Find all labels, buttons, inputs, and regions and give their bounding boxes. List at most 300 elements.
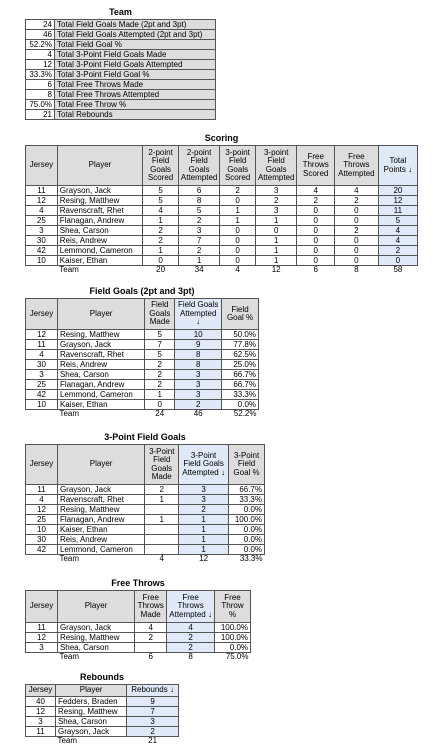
rebounds-section bbox=[25, 672, 179, 745]
team-table bbox=[25, 19, 216, 120]
stat-cell: 0 bbox=[255, 226, 296, 236]
stat-cell: 2 bbox=[167, 643, 215, 653]
jersey-cell: 42 bbox=[26, 246, 58, 256]
column-header[interactable]: 3-Point Field Goal % bbox=[229, 445, 265, 485]
three-point-title: 3-Point Field Goals bbox=[104, 432, 186, 442]
stat-cell: 2 bbox=[175, 400, 222, 410]
stat-cell: 1 bbox=[255, 216, 296, 226]
stat-cell: 2 bbox=[334, 196, 378, 206]
player-cell: Fedders, Braden bbox=[55, 697, 126, 707]
jersey-cell: 10 bbox=[26, 400, 58, 410]
team-row bbox=[26, 110, 216, 120]
field-goals-title: Field Goals (2pt and 3pt) bbox=[89, 286, 195, 296]
stat-cell: 50.0% bbox=[222, 330, 259, 340]
team-value: 46 bbox=[26, 30, 55, 40]
player-cell: Shea, Carson bbox=[57, 226, 143, 236]
stat-cell: 4 bbox=[143, 206, 179, 216]
stat-cell: 3 bbox=[179, 495, 229, 505]
column-header[interactable]: Jersey bbox=[26, 591, 58, 623]
jersey-cell: 11 bbox=[26, 340, 58, 350]
jersey-cell: 42 bbox=[26, 545, 58, 555]
team-label: Total Field Goal % bbox=[55, 40, 216, 50]
stat-cell: 77.8% bbox=[222, 340, 259, 350]
table-row bbox=[26, 400, 259, 410]
player-cell: Resing, Matthew bbox=[57, 505, 144, 515]
stat-cell: 0 bbox=[220, 236, 256, 246]
stat-cell: 7 bbox=[145, 340, 175, 350]
column-header[interactable]: Player bbox=[57, 591, 134, 623]
stat-cell: 3 bbox=[175, 370, 222, 380]
team-value: 24 bbox=[26, 20, 55, 30]
table-row bbox=[26, 340, 259, 350]
stat-cell: 2 bbox=[178, 216, 219, 226]
stat-cell: 4 bbox=[378, 236, 417, 246]
jersey-cell: 25 bbox=[26, 515, 58, 525]
column-header[interactable]: Player bbox=[57, 299, 144, 330]
total-cell: 8 bbox=[167, 653, 215, 662]
stat-cell bbox=[145, 545, 179, 555]
stat-cell: 5 bbox=[143, 186, 179, 196]
stat-cell: 0.0% bbox=[215, 643, 251, 653]
column-header[interactable]: Jersey bbox=[26, 445, 58, 485]
table-row bbox=[26, 727, 179, 737]
column-header[interactable]: Player bbox=[57, 445, 144, 485]
team-label: Total Rebounds bbox=[55, 110, 216, 120]
column-header[interactable]: Free Throws Scored bbox=[297, 146, 335, 186]
stat-cell: 33.3% bbox=[222, 390, 259, 400]
jersey-cell: 4 bbox=[26, 206, 58, 216]
stat-cell: 2 bbox=[167, 633, 215, 643]
stat-cell: 0.0% bbox=[229, 505, 265, 515]
stat-cell: 4 bbox=[378, 226, 417, 236]
stat-cell: 1 bbox=[143, 216, 179, 226]
stat-cell: 5 bbox=[378, 216, 417, 226]
player-cell: Resing, Matthew bbox=[55, 707, 126, 717]
stat-cell: 3 bbox=[175, 390, 222, 400]
column-header[interactable]: 3-point Field Goals Attempted bbox=[255, 146, 296, 186]
team-row bbox=[26, 100, 216, 110]
column-header[interactable]: Free Throw % bbox=[215, 591, 251, 623]
jersey-cell: 12 bbox=[26, 330, 58, 340]
stat-cell: 2 bbox=[178, 246, 219, 256]
rebounds-table bbox=[25, 684, 179, 745]
stat-cell: 7 bbox=[178, 236, 219, 246]
team-total-row bbox=[26, 555, 265, 564]
stat-cell: 66.7% bbox=[222, 380, 259, 390]
stat-cell: 2 bbox=[378, 246, 417, 256]
stat-cell: 3 bbox=[127, 717, 179, 727]
table-row bbox=[26, 390, 259, 400]
jersey-cell: 11 bbox=[26, 623, 58, 633]
table-row bbox=[26, 236, 418, 246]
column-header[interactable]: 2-point Field Goals Scored bbox=[143, 146, 179, 186]
team-row bbox=[26, 30, 216, 40]
stat-cell: 1 bbox=[220, 216, 256, 226]
stat-cell: 0 bbox=[334, 206, 378, 216]
stat-cell: 5 bbox=[178, 206, 219, 216]
total-label: Team bbox=[57, 266, 143, 275]
scoring-section bbox=[25, 133, 418, 274]
team-row bbox=[26, 90, 216, 100]
table-row bbox=[26, 495, 265, 505]
stat-cell: 1 bbox=[255, 256, 296, 266]
stat-cell: 66.7% bbox=[229, 485, 265, 495]
stat-cell: 1 bbox=[179, 515, 229, 525]
table-row bbox=[26, 643, 251, 653]
total-cell: 4 bbox=[220, 266, 256, 275]
table-row bbox=[26, 186, 418, 196]
team-label: Total Free Throw % bbox=[55, 100, 216, 110]
table-row bbox=[26, 196, 418, 206]
player-cell: Flanagan, Andrew bbox=[57, 380, 144, 390]
team-value: 21 bbox=[26, 110, 55, 120]
table-row bbox=[26, 485, 265, 495]
stat-cell: 2 bbox=[297, 196, 335, 206]
stat-cell: 8 bbox=[175, 350, 222, 360]
player-cell: Ravenscraft, Rhet bbox=[57, 350, 144, 360]
table-row bbox=[26, 330, 259, 340]
stat-cell: 0 bbox=[297, 226, 335, 236]
table-row bbox=[26, 535, 265, 545]
jersey-cell: 12 bbox=[26, 707, 56, 717]
team-value: 12 bbox=[26, 60, 55, 70]
player-cell: Shea, Carson bbox=[57, 643, 134, 653]
player-cell: Reis, Andrew bbox=[57, 236, 143, 246]
total-cell: 12 bbox=[179, 555, 229, 564]
stat-cell: 4 bbox=[135, 623, 167, 633]
player-cell: Kaiser, Ethan bbox=[57, 400, 144, 410]
stat-cell: 1 bbox=[255, 236, 296, 246]
player-cell: Reis, Andrew bbox=[57, 360, 144, 370]
stat-cell: 33.3% bbox=[229, 495, 265, 505]
stat-cell: 0 bbox=[297, 216, 335, 226]
total-cell: 21 bbox=[127, 737, 179, 746]
stat-cell: 0 bbox=[334, 246, 378, 256]
table-row bbox=[26, 370, 259, 380]
player-cell: Resing, Matthew bbox=[57, 330, 144, 340]
stat-cell: 2 bbox=[145, 380, 175, 390]
total-label: Team bbox=[57, 410, 144, 419]
total-cell: 4 bbox=[145, 555, 179, 564]
stat-cell: 0 bbox=[220, 256, 256, 266]
table-row bbox=[26, 350, 259, 360]
jersey-cell: 25 bbox=[26, 380, 58, 390]
stat-cell: 2 bbox=[145, 370, 175, 380]
player-cell: Ravenscraft, Rhet bbox=[57, 206, 143, 216]
stat-cell: 0.0% bbox=[229, 535, 265, 545]
stat-cell bbox=[145, 535, 179, 545]
team-value: 52.2% bbox=[26, 40, 55, 50]
stat-cell: 0 bbox=[297, 206, 335, 216]
team-total-row bbox=[26, 410, 259, 419]
jersey-cell: 3 bbox=[26, 370, 58, 380]
stat-cell: 0 bbox=[143, 256, 179, 266]
column-header[interactable]: Jersey bbox=[26, 685, 56, 697]
column-header[interactable]: 3-Point Field Goals Made bbox=[145, 445, 179, 485]
stat-cell: 2 bbox=[220, 186, 256, 196]
stat-cell: 5 bbox=[145, 350, 175, 360]
total-label: Team bbox=[57, 653, 134, 662]
jersey-cell: 3 bbox=[26, 643, 58, 653]
team-label: Total Free Throws Made bbox=[55, 80, 216, 90]
stat-cell: 11 bbox=[378, 206, 417, 216]
team-total-row bbox=[26, 266, 418, 275]
player-cell: Ravenscraft, Rhet bbox=[57, 495, 144, 505]
total-cell: 24 bbox=[145, 410, 175, 419]
stat-cell: 2 bbox=[179, 505, 229, 515]
column-header[interactable]: Field Goals Made bbox=[145, 299, 175, 330]
stat-cell: 0 bbox=[297, 236, 335, 246]
stat-cell: 62.5% bbox=[222, 350, 259, 360]
stat-cell: 3 bbox=[178, 226, 219, 236]
stat-cell: 2 bbox=[127, 727, 179, 737]
jersey-cell: 25 bbox=[26, 216, 58, 226]
total-cell: 33.3% bbox=[229, 555, 265, 564]
stat-cell: 1 bbox=[178, 256, 219, 266]
jersey-cell: 11 bbox=[26, 727, 56, 737]
stat-cell: 2 bbox=[145, 485, 179, 495]
table-row bbox=[26, 246, 418, 256]
stat-cell: 9 bbox=[175, 340, 222, 350]
column-header[interactable]: 2-point Field Goals Attempted bbox=[178, 146, 219, 186]
stat-cell: 1 bbox=[179, 525, 229, 535]
stat-cell: 0.0% bbox=[229, 525, 265, 535]
jersey-cell: 10 bbox=[26, 256, 58, 266]
stat-cell: 2 bbox=[143, 236, 179, 246]
total-label: Team bbox=[55, 737, 126, 746]
jersey-cell: 11 bbox=[26, 186, 58, 196]
scoring-title: Scoring bbox=[204, 133, 239, 143]
team-section bbox=[25, 7, 216, 120]
stat-cell: 0 bbox=[334, 236, 378, 246]
team-value: 4 bbox=[26, 50, 55, 60]
player-cell: Grayson, Jack bbox=[57, 186, 143, 196]
player-cell: Grayson, Jack bbox=[57, 623, 134, 633]
stat-cell: 9 bbox=[127, 697, 179, 707]
table-row bbox=[26, 206, 418, 216]
stat-cell bbox=[135, 643, 167, 653]
stat-cell: 1 bbox=[179, 535, 229, 545]
table-row bbox=[26, 380, 259, 390]
stat-cell: 20 bbox=[378, 186, 417, 196]
stat-cell: 1 bbox=[145, 515, 179, 525]
team-value: 75.0% bbox=[26, 100, 55, 110]
stat-cell: 4 bbox=[334, 186, 378, 196]
stat-cell: 7 bbox=[127, 707, 179, 717]
total-label: Team bbox=[57, 555, 144, 564]
jersey-cell: 4 bbox=[26, 350, 58, 360]
player-cell: Kaiser, Ethan bbox=[57, 525, 144, 535]
player-cell: Grayson, Jack bbox=[57, 485, 144, 495]
table-row bbox=[26, 360, 259, 370]
column-header[interactable]: Player bbox=[55, 685, 126, 697]
total-cell: 12 bbox=[255, 266, 296, 275]
stat-cell: 1 bbox=[220, 206, 256, 216]
stat-cell: 100.0% bbox=[229, 515, 265, 525]
stat-cell: 4 bbox=[297, 186, 335, 196]
stat-cell bbox=[145, 505, 179, 515]
stat-cell: 8 bbox=[175, 360, 222, 370]
team-value: 8 bbox=[26, 90, 55, 100]
team-total-row bbox=[26, 653, 251, 662]
team-row bbox=[26, 20, 216, 30]
stat-cell: 10 bbox=[175, 330, 222, 340]
total-cell: 46 bbox=[175, 410, 222, 419]
jersey-cell: 40 bbox=[26, 697, 56, 707]
column-header[interactable]: Player bbox=[57, 146, 143, 186]
free-throws-section bbox=[25, 578, 251, 661]
stat-cell: 5 bbox=[143, 196, 179, 206]
table-row bbox=[26, 545, 265, 555]
total-cell: 6 bbox=[297, 266, 335, 275]
stat-cell: 25.0% bbox=[222, 360, 259, 370]
jersey-cell: 11 bbox=[26, 485, 58, 495]
stat-cell: 0 bbox=[378, 256, 417, 266]
stat-cell: 2 bbox=[145, 360, 175, 370]
table-row bbox=[26, 633, 251, 643]
total-cell: 75.0% bbox=[215, 653, 251, 662]
table-row bbox=[26, 697, 179, 707]
team-label: Total 3-Point Field Goal % bbox=[55, 70, 216, 80]
jersey-cell: 3 bbox=[26, 717, 56, 727]
total-cell: 52.2% bbox=[222, 410, 259, 419]
team-label: Total Free Throws Attempted bbox=[55, 90, 216, 100]
stat-cell: 12 bbox=[378, 196, 417, 206]
table-row bbox=[26, 515, 265, 525]
stat-cell: 0 bbox=[297, 256, 335, 266]
table-row bbox=[26, 717, 179, 727]
stat-cell: 0 bbox=[334, 256, 378, 266]
team-label: Total 3-Point Field Goals Attempted bbox=[55, 60, 216, 70]
stat-cell: 0 bbox=[145, 400, 175, 410]
jersey-cell: 3 bbox=[26, 226, 58, 236]
column-header[interactable]: Field Goals Attempted ↓ bbox=[175, 299, 222, 330]
jersey-cell: 30 bbox=[26, 535, 58, 545]
total-cell: 34 bbox=[178, 266, 219, 275]
stat-cell: 0 bbox=[220, 246, 256, 256]
jersey-cell: 42 bbox=[26, 390, 58, 400]
table-row bbox=[26, 226, 418, 236]
stat-cell: 1 bbox=[145, 390, 175, 400]
stat-cell: 3 bbox=[255, 186, 296, 196]
total-cell: 6 bbox=[135, 653, 167, 662]
stat-cell: 3 bbox=[179, 485, 229, 495]
player-cell: Flanagan, Andrew bbox=[57, 216, 143, 226]
column-header[interactable]: Jersey bbox=[26, 299, 58, 330]
player-cell: Flanagan, Andrew bbox=[57, 515, 144, 525]
stat-cell: 3 bbox=[255, 206, 296, 216]
jersey-cell: 12 bbox=[26, 196, 58, 206]
column-header[interactable]: Total Points ↓ bbox=[378, 146, 417, 186]
table-row bbox=[26, 256, 418, 266]
player-cell: Kaiser, Ethan bbox=[57, 256, 143, 266]
stat-cell: 100.0% bbox=[215, 623, 251, 633]
team-row bbox=[26, 40, 216, 50]
player-cell: Resing, Matthew bbox=[57, 196, 143, 206]
scoring-table bbox=[25, 145, 418, 274]
column-header[interactable]: 3-point Field Goals Scored bbox=[220, 146, 256, 186]
jersey-cell: 12 bbox=[26, 633, 58, 643]
team-row bbox=[26, 80, 216, 90]
jersey-cell: 30 bbox=[26, 236, 58, 246]
player-cell: Grayson, Jack bbox=[57, 340, 144, 350]
field-goals-section bbox=[25, 286, 259, 418]
team-total-row bbox=[26, 737, 179, 746]
table-row bbox=[26, 525, 265, 535]
free-throws-table bbox=[25, 590, 251, 661]
stat-cell bbox=[145, 525, 179, 535]
stat-cell: 0 bbox=[297, 246, 335, 256]
stat-cell: 1 bbox=[145, 495, 179, 505]
stat-cell: 2 bbox=[135, 633, 167, 643]
stat-cell: 66.7% bbox=[222, 370, 259, 380]
free-throws-title: Free Throws bbox=[111, 578, 165, 588]
player-cell: Lemmond, Cameron bbox=[57, 246, 143, 256]
stat-cell: 3 bbox=[175, 380, 222, 390]
stat-cell: 0 bbox=[334, 216, 378, 226]
stat-cell: 6 bbox=[178, 186, 219, 196]
three-point-section bbox=[25, 432, 265, 563]
team-value: 33.3% bbox=[26, 70, 55, 80]
column-header[interactable]: Jersey bbox=[26, 146, 58, 186]
team-row bbox=[26, 50, 216, 60]
team-label: Total 3-Point Field Goals Made bbox=[55, 50, 216, 60]
stat-cell: 0 bbox=[220, 196, 256, 206]
stat-cell: 1 bbox=[143, 246, 179, 256]
team-row bbox=[26, 70, 216, 80]
player-cell: Shea, Carson bbox=[57, 370, 144, 380]
table-row bbox=[26, 505, 265, 515]
total-cell: 8 bbox=[334, 266, 378, 275]
column-header[interactable]: Free Throws Attempted bbox=[334, 146, 378, 186]
stat-cell: 1 bbox=[179, 545, 229, 555]
table-row bbox=[26, 707, 179, 717]
stat-cell: 4 bbox=[167, 623, 215, 633]
table-row bbox=[26, 216, 418, 226]
jersey-cell: 30 bbox=[26, 360, 58, 370]
total-cell: 20 bbox=[143, 266, 179, 275]
stat-cell: 100.0% bbox=[215, 633, 251, 643]
team-value: 6 bbox=[26, 80, 55, 90]
team-row bbox=[26, 60, 216, 70]
jersey-cell: 12 bbox=[26, 505, 58, 515]
stat-cell: 2 bbox=[255, 196, 296, 206]
stat-cell: 2 bbox=[334, 226, 378, 236]
stat-cell: 0.0% bbox=[229, 545, 265, 555]
stat-cell: 8 bbox=[178, 196, 219, 206]
stat-cell: 2 bbox=[143, 226, 179, 236]
player-cell: Grayson, Jack bbox=[55, 727, 126, 737]
player-cell: Lemmond, Cameron bbox=[57, 545, 144, 555]
player-cell: Resing, Matthew bbox=[57, 633, 134, 643]
stat-cell: 0.0% bbox=[222, 400, 259, 410]
column-header[interactable]: Field Goal % bbox=[222, 299, 259, 330]
player-cell: Reis, Andrew bbox=[57, 535, 144, 545]
total-cell: 58 bbox=[378, 266, 417, 275]
stat-cell: 5 bbox=[145, 330, 175, 340]
column-header[interactable]: Free Throws Made bbox=[135, 591, 167, 623]
column-header[interactable]: 3-Point Field Goals Attempted ↓ bbox=[179, 445, 229, 485]
player-cell: Lemmond, Cameron bbox=[57, 390, 144, 400]
stat-cell: 0 bbox=[220, 226, 256, 236]
jersey-cell: 10 bbox=[26, 525, 58, 535]
team-title: Team bbox=[109, 7, 132, 17]
column-header[interactable]: Rebounds ↓ bbox=[127, 685, 179, 697]
column-header[interactable]: Free Throws Attempted ↓ bbox=[167, 591, 215, 623]
field-goals-table bbox=[25, 298, 259, 418]
player-cell: Shea, Carson bbox=[55, 717, 126, 727]
table-row bbox=[26, 623, 251, 633]
